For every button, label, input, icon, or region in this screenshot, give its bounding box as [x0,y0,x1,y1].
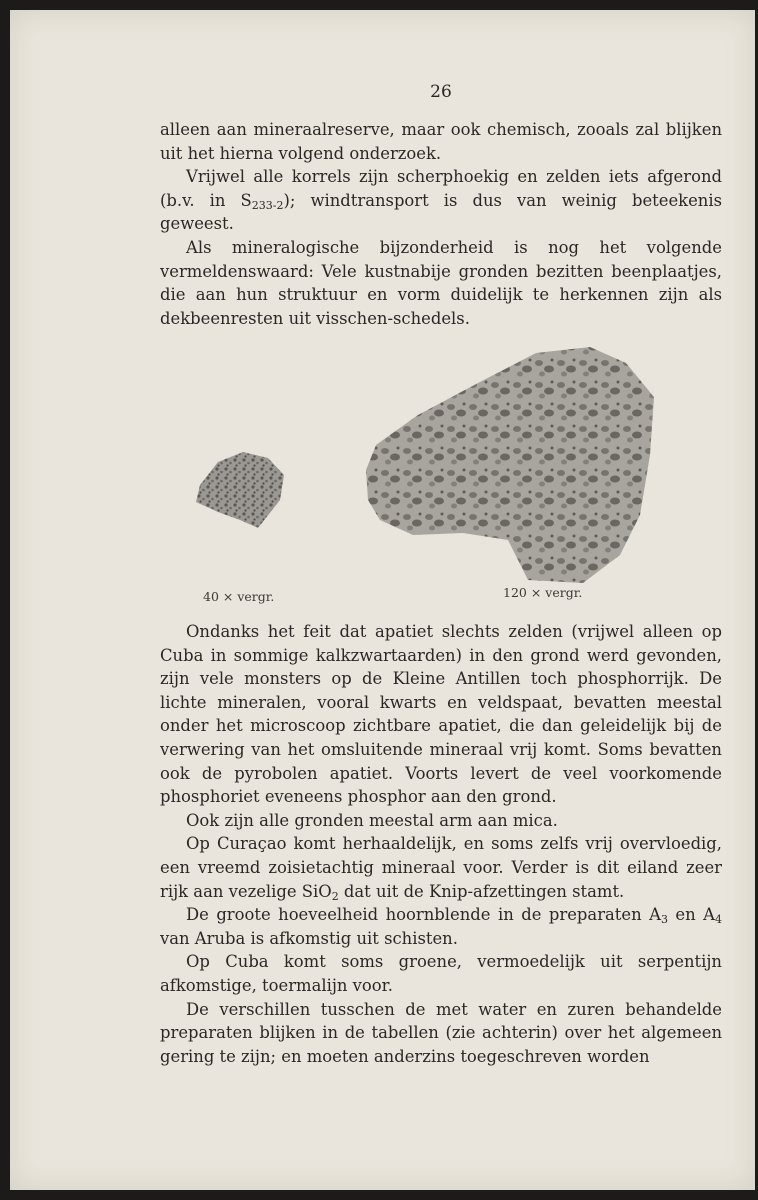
paragraph: Vrijwel alle korrels zijn scherphoekig en zelden iets afgerond (b.v. in $S_{233-2}$); windtransport is dus van weinig beteekenis geweest. [160,167,722,234]
paragraph: alleen aan mineraalreserve, maar ook chemisch, zooals zal blijken uit het hierna volgend onderzoek. [160,120,722,163]
paragraph: De verschillen tusschen de met water en zuren behandelde preparaten blijken in de tabellen (zie achterin) over het algemeen gering te zijn; en moeten anderzins toegeschreven worden [160,999,722,1066]
paragraph: Als mineralogische bijzonderheid is nog het volgende vermeldenswaard: Vele kustnabije gronden bezitten beenplaatjes, die aan hun struktuur en vorm duidelijk te herkennen zijn als dekbeenresten uit visschen-schedels. [160,237,722,328]
book-page [10,10,755,1190]
paragraph: Ook zijn alle gronden meestal arm aan mica. [186,810,558,830]
paragraph: Op Cuba komt soms groene, vermoedelijk uit serpentijn afkomstige, toermalijn voor. [160,952,722,995]
figure-small-bone-plate [188,440,288,535]
figure-caption-small: 40 × vergr. [203,589,275,604]
text-block-bottom [160,620,722,1068]
paragraph: De groote hoeveelheid hoornblende in de preparaten $A_3$ en $A_4$ van Aruba is afkomstig uit schisten. [160,905,722,948]
paragraph: Op Curaçao komt herhaaldelijk, en soms zelfs vrij overvloedig, een vreemd zoisietachtig mineraal voor. Verder is dit eiland zeer rijk aan vezelige SiO$_2$ dat uit de Knip-afzettingen stamt. [160,834,722,903]
paragraph: Ondanks het feit dat apatiet slechts zelden (vrijwel alleen op Cuba in sommige kalkzwartaarden) in den grond werd gevonden, zijn vele monsters op de Kleine Antillen toch phosphorrijk. De lichte mineralen, vooral kwarts en veldspaat, bevatten meestal onder het microscoop zichtbare apatiet, die dan geleidelijk bij de verwering van het omsluitende mineraal vrij komt. Soms bevatten ook de pyrobolen apatiet. Voorts levert de veel voorkomende phosphoriet eveneens phosphor aan den grond. [160,622,722,807]
figure-large-bone-plate [358,335,658,590]
page-number: 26 [430,82,452,102]
figure-caption-large: 120 × vergr. [503,585,583,600]
text-block-top [160,118,722,330]
